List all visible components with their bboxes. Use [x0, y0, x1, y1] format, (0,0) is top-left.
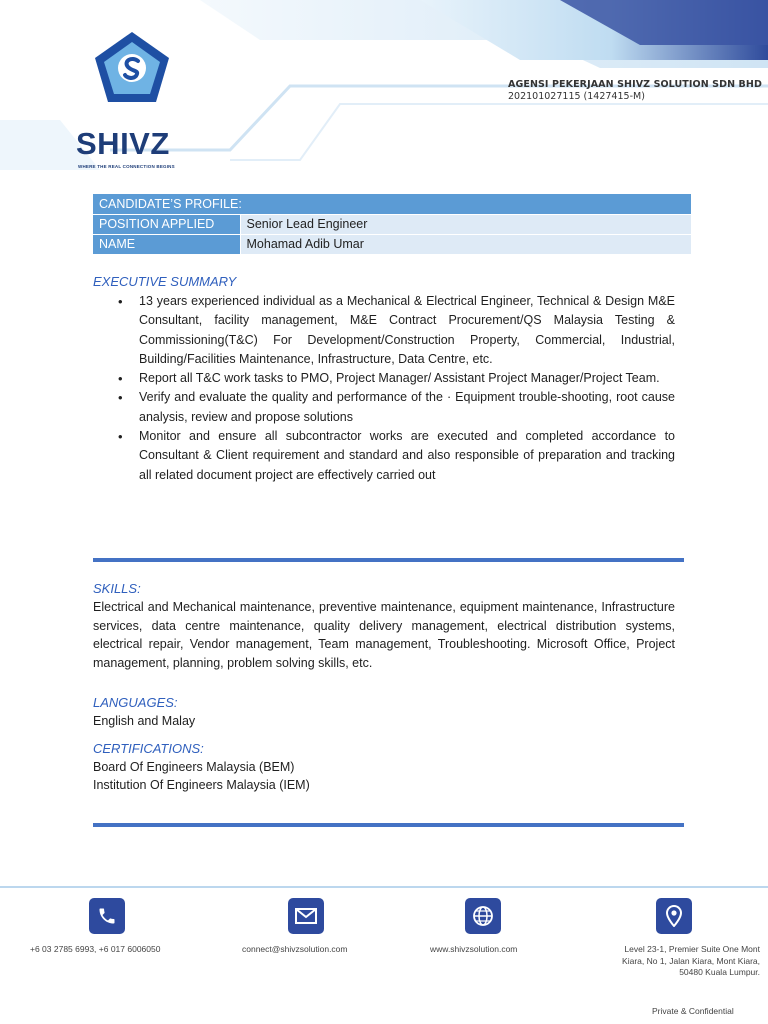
location-pin-icon — [656, 898, 692, 934]
summary-item: • Monitor and ensure all subcontractor works are executed and completed accordance to Consultant & Client requirement and standard and also responsible of preparation and tracking all related document project are effectively carried out — [118, 427, 675, 485]
globe-icon — [465, 898, 501, 934]
profile-row-name — [93, 234, 691, 254]
name-value: Mohamad Adib Umar — [240, 234, 691, 254]
footer-divider — [0, 886, 768, 888]
languages-title: LANGUAGES: — [93, 695, 178, 710]
profile-heading: CANDIDATE’S PROFILE: — [93, 194, 691, 214]
website-link[interactable]: www.shivzsolution.com — [430, 944, 518, 954]
executive-summary-title: EXECUTIVE SUMMARY — [93, 274, 237, 289]
name-label: NAME — [93, 234, 240, 254]
profile-row-position — [93, 214, 691, 234]
executive-summary-list — [118, 292, 675, 485]
profile-heading-row — [93, 194, 691, 214]
position-value: Senior Lead Engineer — [240, 214, 691, 234]
shivz-logo — [74, 30, 194, 169]
certification-item: Institution Of Engineers Malaysia (IEM) — [93, 778, 310, 792]
logo-mark-icon — [92, 30, 172, 104]
mail-icon — [288, 898, 324, 934]
logo-wordmark: SHIVZ — [76, 126, 170, 161]
summary-item: • Verify and evaluate the quality and performance of the · Equipment trouble-shooting, root cause analysis, review and propose solutions — [118, 388, 675, 427]
certification-item: Board Of Engineers Malaysia (BEM) — [93, 760, 295, 774]
summary-item: • Report all T&C work tasks to PMO, Project Manager/ Assistant Project Manager/Project Team. — [118, 369, 675, 388]
agency-name: AGENSI PEKERJAAN SHIVZ SOLUTION SDN BHD — [508, 79, 762, 90]
email-link[interactable]: connect@shivzsolution.com — [242, 944, 348, 954]
phone-numbers: +6 03 2785 6993, +6 017 6006050 — [30, 944, 161, 954]
skills-title: SKILLS: — [93, 581, 141, 596]
logo-tagline: WHERE THE REAL CONNECTION BEGINS — [78, 164, 175, 169]
position-label: POSITION APPLIED — [93, 214, 240, 234]
agency-registration: 202101027115 (1427415-M) — [508, 91, 645, 102]
address-line: Level 23-1, Premier Suite One Mont — [624, 944, 760, 954]
summary-item: • 13 years experienced individual as a Mechanical & Electrical Engineer, Technical & Design M&E Consultant, facility management, M&E Contract Procurement/QS Malaysia Testing & Commissioning(T&C) For Development/Construction Property, Commercial, Industrial, Building/Facilities Maintenance, Infrastructure, Data Centre, etc. — [118, 292, 675, 369]
office-address — [590, 944, 760, 979]
address-line: Kiara, No 1, Jalan Kiara, Mont Kiara, — [622, 955, 760, 966]
phone-icon — [89, 898, 125, 934]
languages-text: English and Malay — [93, 714, 196, 728]
agency-info — [508, 79, 762, 102]
section-divider — [93, 823, 684, 827]
skills-text: Electrical and Mechanical maintenance, preventive maintenance, equipment maintenance, Infrastructure services, data centre maintenance, quality delivery management, electrical distribution systems, electrical repair, Vendor management, Team management, Troubleshooting. Microsoft Office, Project management, planning, problem solving skills, etc. — [93, 600, 675, 670]
candidate-profile-table — [93, 194, 691, 255]
confidential-label: Private & Confidential — [652, 1006, 734, 1016]
address-line: 50480 Kuala Lumpur. — [679, 967, 760, 977]
certifications-title: CERTIFICATIONS: — [93, 741, 204, 756]
section-divider — [93, 558, 684, 562]
